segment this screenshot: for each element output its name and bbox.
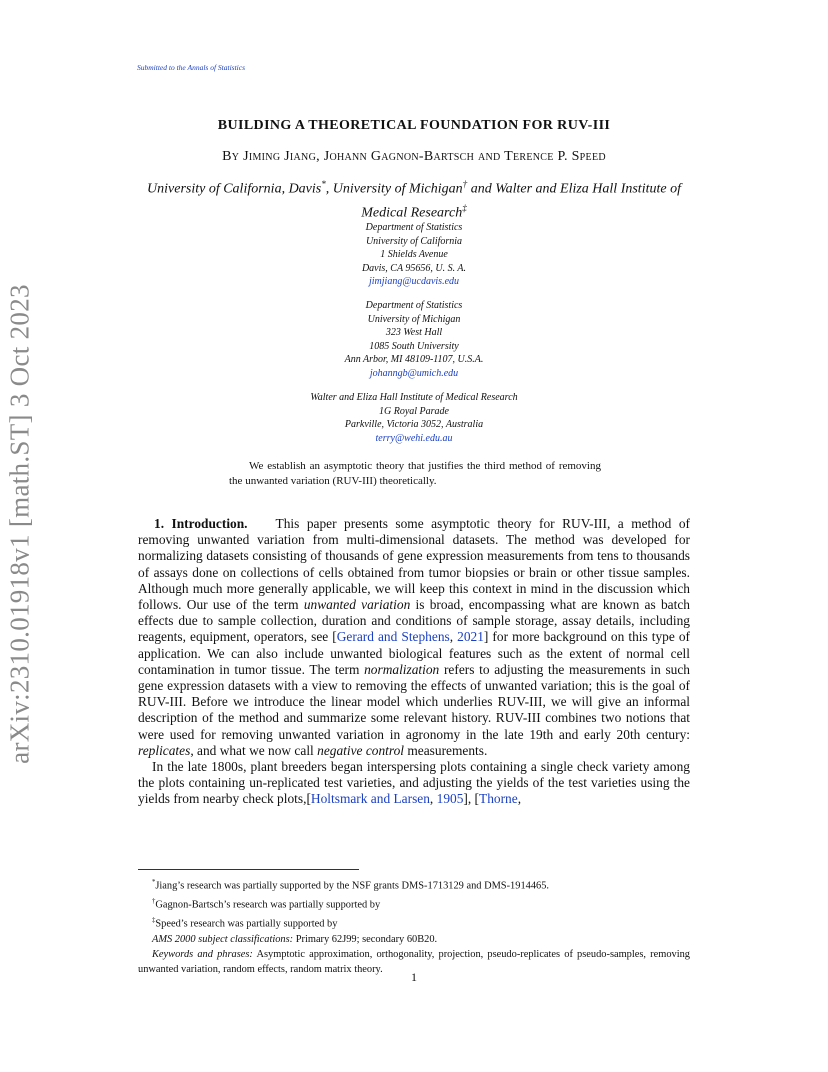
address-block-davis bbox=[0, 221, 828, 289]
email-link-jiang[interactable]: jimjiang@ucdavis.edu bbox=[368, 276, 460, 287]
abstract-text: We establish an asymptotic theory that justifies the third method of removing the unwanted variation (RUV-III) theoretically. bbox=[229, 460, 601, 487]
footnote-speed: ‡Speed’s research was partially supported by bbox=[152, 916, 338, 930]
footnote-jiang: *Jiang’s research was partially supported by the NSF grants DMS-1713129 and DMS-1914465. bbox=[152, 879, 550, 892]
address-block-wehi bbox=[0, 391, 828, 445]
affiliation-1: University of California, Davis bbox=[147, 181, 322, 197]
citation-holtsmark-larsen[interactable]: Holtsmark and Larsen bbox=[310, 791, 430, 807]
author-2: Johann Gagnon-Bartsch bbox=[323, 149, 475, 164]
term-replicates: replicates bbox=[138, 742, 191, 758]
author-line bbox=[0, 149, 828, 165]
address-line: 323 West Hall bbox=[385, 327, 443, 338]
abstract bbox=[229, 459, 601, 489]
address-line: Department of Statistics bbox=[365, 222, 463, 233]
address-line: Davis, CA 95656, U. S. A. bbox=[361, 262, 467, 274]
page-number: 1 bbox=[411, 970, 417, 984]
footnote-divider bbox=[138, 869, 359, 870]
address-line: Ann Arbor, MI 48109-1107, U.S.A. bbox=[344, 354, 484, 365]
author-3: Terence P. Speed bbox=[504, 149, 606, 164]
citation-year-2021[interactable]: 2021 bbox=[457, 629, 484, 645]
authors-and: and bbox=[477, 149, 501, 164]
affiliation-3: Walter and Eliza Hall Institute of Medical Research bbox=[361, 181, 681, 221]
main-body bbox=[138, 516, 690, 808]
arxiv-identifier-stamp: arXiv:2310.01918v1 [math.ST] 3 Oct 2023 bbox=[4, 284, 35, 764]
footnotes bbox=[138, 875, 690, 978]
address-line: Walter and Eliza Hall Institute of Medical Research bbox=[310, 392, 518, 403]
affiliations-and: and bbox=[470, 181, 492, 197]
footnote-gagnon-bartsch: †Gagnon-Bartsch’s research was partially supported by bbox=[152, 897, 381, 911]
citation-thorne[interactable]: Thorne bbox=[479, 791, 518, 807]
paper-title: BUILDING A THEORETICAL FOUNDATION FOR RUV-III bbox=[217, 118, 611, 133]
paragraph-2: In the late 1800s, plant breeders began interspersing plots containing a single check variety among the plots containing un-replicated test varieties, and adjusting the yields of the test varieties using the yields from nearby check plots,[Holtsmark and Larsen, 1905], [Thorne, bbox=[138, 759, 690, 807]
term-normalization: normalization bbox=[364, 661, 440, 677]
affiliation-2: University of Michigan bbox=[332, 181, 463, 197]
citation-gerard-stephens[interactable]: Gerard and Stephens bbox=[336, 629, 450, 645]
address-line: Department of Statistics bbox=[365, 300, 463, 311]
section-heading: 1. Introduction. bbox=[154, 516, 248, 531]
authors-prefix: By bbox=[222, 149, 240, 164]
affiliation-2-mark: † bbox=[462, 179, 468, 189]
term-negative-control: negative control bbox=[317, 742, 405, 758]
affiliations: University of California, Davis*, University of Michigan† and Walter and Eliza Hall Institute of Medical Research‡ bbox=[147, 179, 681, 221]
email-link-gagnon-bartsch[interactable]: johanngb@umich.edu bbox=[369, 367, 459, 379]
address-line: University of Michigan bbox=[367, 313, 461, 325]
author-1: Jiming Jiang bbox=[243, 149, 317, 164]
address-line: 1 Shields Avenue bbox=[380, 249, 448, 260]
affiliation-1-mark: * bbox=[321, 179, 326, 189]
msc-classification: AMS 2000 subject classifications: Primary 62J99; secondary 60B20. bbox=[152, 933, 438, 945]
affiliation-3-mark: ‡ bbox=[462, 202, 467, 213]
address-line: Parkville, Victoria 3052, Australia bbox=[344, 419, 484, 430]
address-line: University of California bbox=[365, 235, 463, 247]
address-line: 1G Royal Parade bbox=[379, 405, 449, 417]
term-unwanted-variation: unwanted variation bbox=[303, 597, 411, 613]
address-block-michigan bbox=[0, 299, 828, 380]
journal-header-note: Submitted to the Annals of Statistics bbox=[137, 63, 245, 72]
keywords: Keywords and phrases: Asymptotic approximation, orthogonality, projection, pseudo-replicates of pseudo-samples, removing unwanted variation, random effects, random matrix theory. bbox=[138, 949, 690, 976]
address-line: 1085 South University bbox=[369, 340, 459, 352]
citation-year-1905[interactable]: 1905 bbox=[436, 791, 464, 807]
email-link-speed[interactable]: terry@wehi.edu.au bbox=[375, 432, 453, 444]
paragraph-1: 1. Introduction. This paper presents some asymptotic theory for RUV-III, a method of removing unwanted variation from multi-dimensional datasets. The method was developed for normalizing datasets consisting of thousands of gene expression measurements from tens to thousands of assays done on collections of cells obtained from tumor biopsies or brain or other tissue samples. Although much more generally applicable, we will keep this context in mind in the discussion which follows. Our use of the term unwanted variation is broad, encompassing what are known as batch effects due to sample collection, duration and conditions of sample storage, assay details, including reagents, equipment, operators, see [Gerard and Stephens, 2021] for more background on this type of application. We can also include unwanted biological features such as the extent of normal cell contamination in tumor tissue. The term normalization refers to adjusting the measurements in such gene expression datasets with a view to removing the effects of unwanted variation; this is the goal of RUV-III. Before we introduce the linear model which underlies RUV-III, we will give an informal description of the method and summarize some relevant history. RUV-III combines two notions that were used for removing unwanted variation in agronomy in the late 19th and early 20th century: replicates, and what we now call negative control measurements. bbox=[138, 516, 691, 758]
author-sep-comma: , bbox=[316, 149, 324, 164]
